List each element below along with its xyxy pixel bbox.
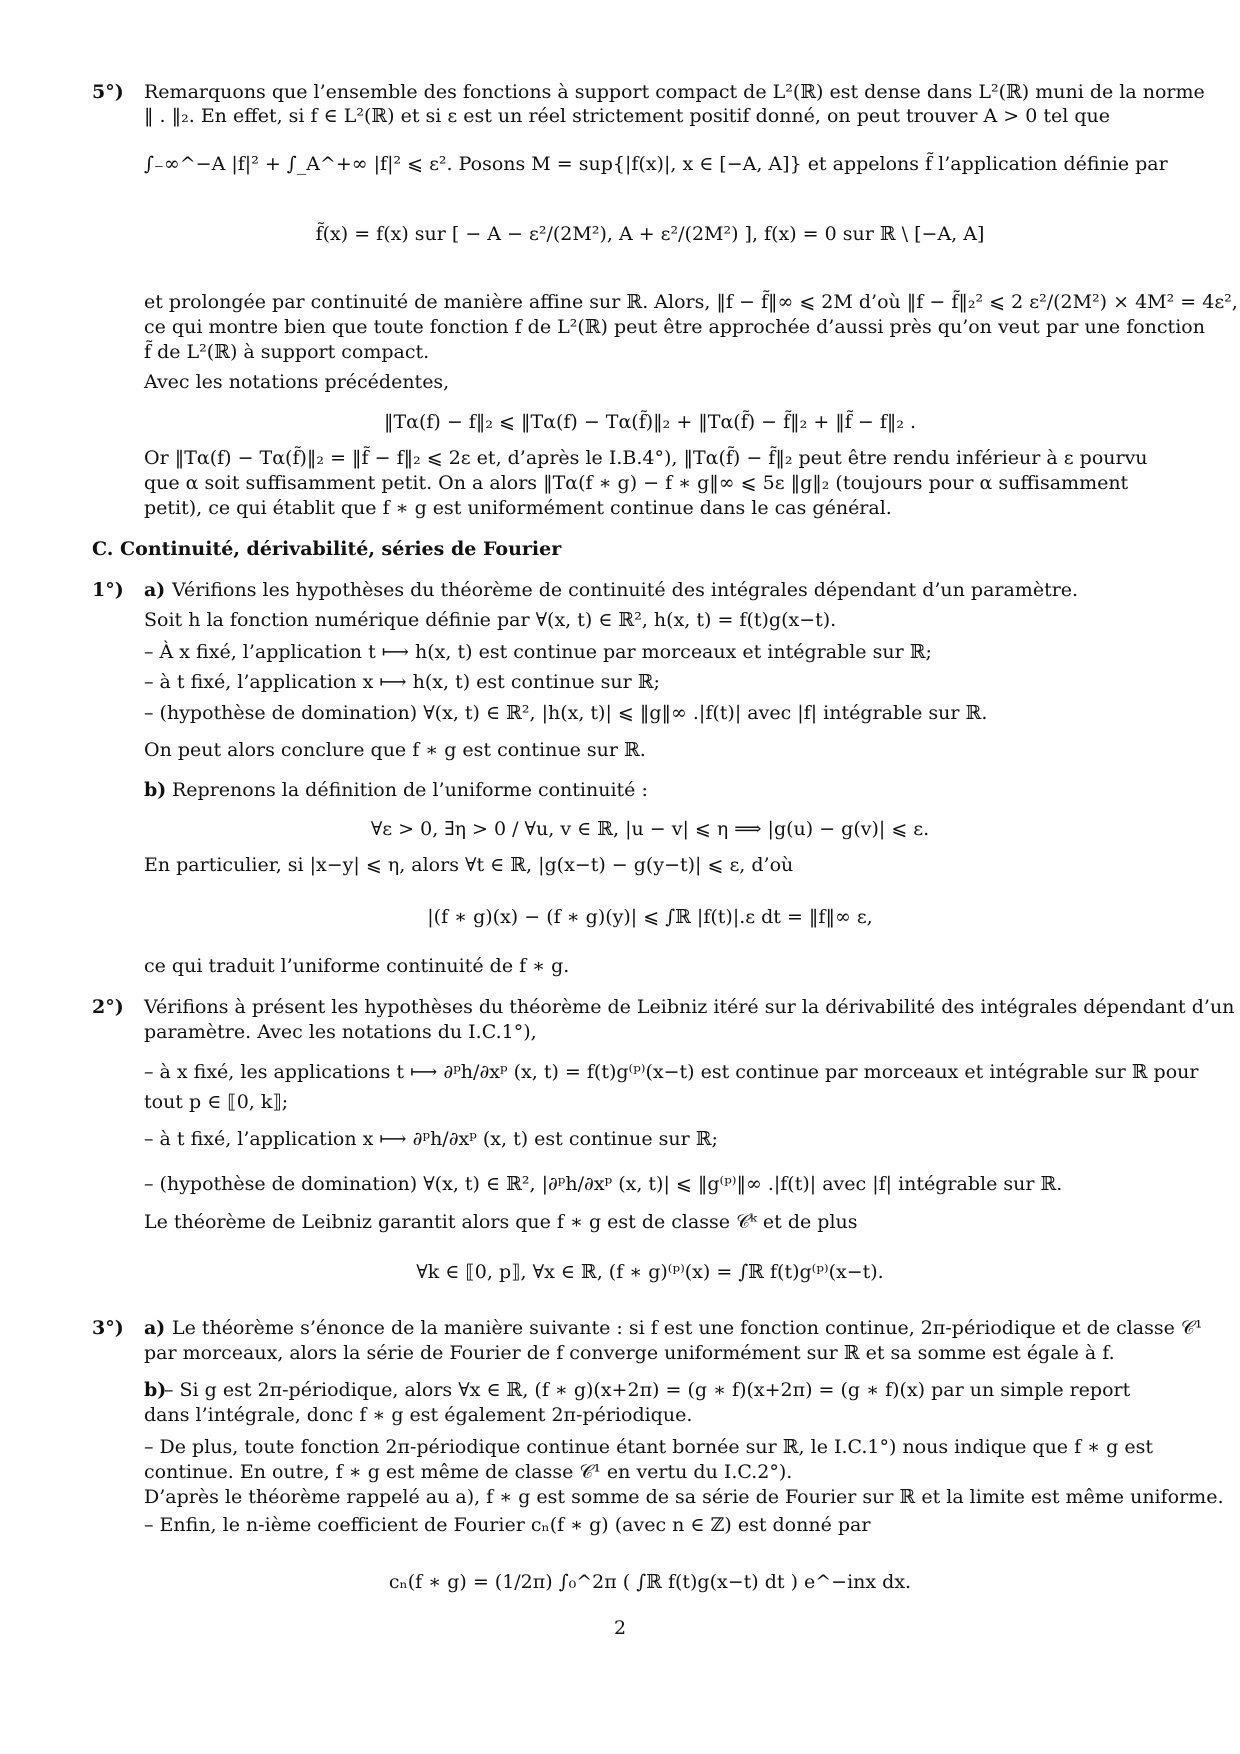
paragraph-line: – Si g est 2π-périodique, alors ∀x ∈ ℝ, (f ∗ g)(x+2π) = (g ∗ f)(x+2π) = (g ∗ f)(x) par un simple report (164, 1379, 1131, 1401)
paragraph-line: Le théorème de Leibniz garantit alors que f ∗ g est de classe 𝒞ᵏ et de plus (144, 1211, 858, 1233)
paragraph-line: Or ‖Tα(f) − Tα(f̃)‖₂ = ‖f̃ − f‖₂ ⩽ 2ε et, d’après le I.B.4°), ‖Tα(f̃) − f̃‖₂ peut être rendu inférieur à ε pourvu (144, 447, 1148, 469)
paragraph-line: Reprenons la définition de l’uniforme continuité : (172, 779, 648, 801)
equation: f̃(x) = f(x) sur [ − A − ε²/(2M²), A + ε²/(2M²) ], f(x) = 0 sur ℝ \ [−A, A] (315, 223, 985, 245)
paragraph-line: ∫₋∞^−A |f|² + ∫_A^+∞ |f|² ⩽ ε². Posons M = sup{|f(x)|, x ∈ [−A, A]} et appelons f̃ l’application définie par (144, 153, 1168, 175)
list-item: – (hypothèse de domination) ∀(x, t) ∈ ℝ², |h(x, t)| ⩽ ‖g‖∞ .|f(t)| avec |f| intégrable sur ℝ. (144, 702, 988, 724)
list-item: tout p ∈ ⟦0, k⟧; (144, 1091, 289, 1113)
page-number: 2 (613, 1617, 627, 1639)
item-label-3: 3°) (92, 1317, 124, 1339)
paragraph-line: par morceaux, alors la série de Fourier de f converge uniformément sur ℝ et sa somme est égale à f. (144, 1342, 1115, 1364)
item-label-1: 1°) (92, 579, 124, 601)
list-item: – à t fixé, l’application x ⟼ h(x, t) est continue sur ℝ; (144, 671, 660, 693)
paragraph-line: ‖ . ‖₂. En effet, si f ∈ L²(ℝ) et si ε est un réel strictement positif donné, on peut trouver A > 0 tel que (144, 105, 1110, 127)
equation: |(f ∗ g)(x) − (f ∗ g)(y)| ⩽ ∫ℝ |f(t)|.ε dt = ‖f‖∞ ε, (427, 906, 873, 928)
paragraph-line: paramètre. Avec les notations du I.C.1°), (144, 1021, 537, 1043)
list-item: – à x fixé, les applications t ⟼ ∂ᵖh/∂xᵖ (x, t) = f(t)g⁽ᵖ⁾(x−t) est continue par morceaux et intégrable sur ℝ pour (144, 1061, 1199, 1083)
paragraph-line: f̃ de L²(ℝ) à support compact. (144, 341, 430, 363)
paragraph-line: Le théorème s’énonce de la manière suivante : si f est une fonction continue, 2π-périodique et de classe 𝒞¹ (172, 1317, 1203, 1339)
sub-label-b: b) (144, 1379, 167, 1401)
section-title: C. Continuité, dérivabilité, séries de Fourier (92, 538, 562, 560)
paragraph-line: Avec les notations précédentes, (144, 371, 450, 393)
paragraph-line: dans l’intégrale, donc f ∗ g est également 2π-périodique. (144, 1404, 693, 1426)
paragraph-line: Remarquons que l’ensemble des fonctions à support compact de L²(ℝ) est dense dans L²(ℝ) muni de la norme (144, 81, 1205, 103)
paragraph-line: et prolongée par continuité de manière affine sur ℝ. Alors, ‖f − f̃‖∞ ⩽ 2M d’où ‖f − f̃‖₂² ⩽ 2 ε²/(2M²) × 4M² = 4ε², (144, 291, 1238, 313)
item-label-2: 2°) (92, 996, 124, 1018)
paragraph-line: petit), ce qui établit que f ∗ g est uniformément continue dans le cas général. (144, 497, 892, 519)
paragraph-line: continue. En outre, f ∗ g est même de classe 𝒞¹ en vertu du I.C.2°). (144, 1461, 793, 1483)
list-item: – (hypothèse de domination) ∀(x, t) ∈ ℝ², |∂ᵖh/∂xᵖ (x, t)| ⩽ ‖g⁽ᵖ⁾‖∞ .|f(t)| avec |f| intégrable sur ℝ. (144, 1173, 1063, 1195)
paragraph-line: D’après le théorème rappelé au a), f ∗ g est somme de sa série de Fourier sur ℝ et la limite est même uniforme. (144, 1486, 1224, 1508)
paragraph-line: Vérifions à présent les hypothèses du théorème de Leibniz itéré sur la dérivabilité des intégrales dépendant d’un (144, 996, 1235, 1018)
paragraph-line: Soit h la fonction numérique définie par ∀(x, t) ∈ ℝ², h(x, t) = f(t)g(x−t). (144, 609, 837, 631)
paragraph-line: Vérifions les hypothèses du théorème de continuité des intégrales dépendant d’un paramètre. (172, 579, 1079, 601)
list-item: – à t fixé, l’application x ⟼ ∂ᵖh/∂xᵖ (x, t) est continue sur ℝ; (144, 1128, 718, 1150)
equation: ∀k ∈ ⟦0, p⟧, ∀x ∈ ℝ, (f ∗ g)⁽ᵖ⁾(x) = ∫ℝ f(t)g⁽ᵖ⁾(x−t). (416, 1261, 884, 1283)
equation: ‖Tα(f) − f‖₂ ⩽ ‖Tα(f) − Tα(f̃)‖₂ + ‖Tα(f̃) − f̃‖₂ + ‖f̃ − f‖₂ . (383, 411, 917, 433)
paragraph-line: En particulier, si |x−y| ⩽ η, alors ∀t ∈ ℝ, |g(x−t) − g(y−t)| ⩽ ε, d’où (144, 854, 794, 876)
paragraph-line: ce qui traduit l’uniforme continuité de f ∗ g. (144, 955, 570, 977)
item-label-5: 5°) (92, 81, 124, 103)
paragraph-line: ce qui montre bien que toute fonction f de L²(ℝ) peut être approchée d’aussi près qu’on veut par une fonction (144, 316, 1205, 338)
paragraph-line: que α soit suffisamment petit. On a alors ‖Tα(f ∗ g) − f ∗ g‖∞ ⩽ 5ε ‖g‖₂ (toujours pour α suffisamment (144, 472, 1129, 494)
sub-label-a: a) (144, 1317, 166, 1339)
sub-label-a: a) (144, 579, 166, 601)
sub-label-b: b) (144, 779, 167, 801)
paragraph-line: – De plus, toute fonction 2π-périodique continue étant bornée sur ℝ, le I.C.1°) nous indique que f ∗ g est (144, 1436, 1153, 1458)
equation: cₙ(f ∗ g) = (1/2π) ∫₀^2π ( ∫ℝ f(t)g(x−t) dt ) e^−inx dx. (388, 1571, 912, 1593)
list-item: – À x fixé, l’application t ⟼ h(x, t) est continue par morceaux et intégrable sur ℝ; (144, 641, 932, 663)
paragraph-line: – Enfin, le n-ième coefficient de Fourier cₙ(f ∗ g) (avec n ∈ ℤ) est donné par (144, 1514, 871, 1536)
equation: ∀ε > 0, ∃η > 0 / ∀u, v ∈ ℝ, |u − v| ⩽ η ⟹ |g(u) − g(v)| ⩽ ε. (370, 818, 930, 840)
paragraph-line: On peut alors conclure que f ∗ g est continue sur ℝ. (144, 739, 646, 761)
